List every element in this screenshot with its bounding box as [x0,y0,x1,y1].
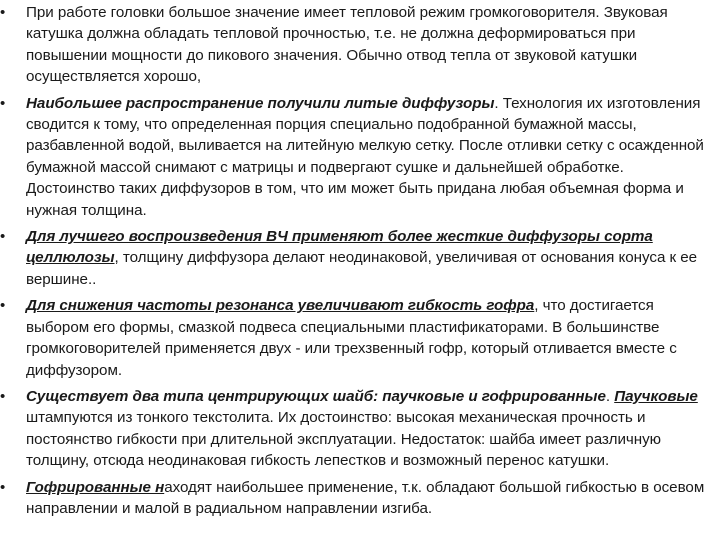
item-text: . [605,387,615,405]
bullet-icon: • [0,387,6,405]
list-item [0,226,720,290]
bullet-list [0,2,720,524]
list-item [0,295,720,381]
item-emphasis: Гофрированные н [26,478,165,496]
list-item [0,386,720,472]
item-text-secondary: штампуются из тонкого текстолита. Их достоинство: высокая механическая прочность и постоянство гибкости при длительной эксплуатации. Недостаток: шайба имеет различную толщину, отсюда неодинаковая гибкость лепестков и возможный перенос катушки. [26,409,662,470]
list-item [0,93,720,221]
item-text: , толщину диффузора делают неодинаковой, увеличивая от основания конуса к ее вершине.. [26,249,698,288]
item-emphasis: Для лучшего воспроизведения ВЧ применяют более жесткие диффузоры сорта целлюлозы [26,228,653,267]
list-item [0,477,720,520]
list-item [0,2,720,88]
item-emphasis: Существует два типа центрирующих шайб: паучковые и гофрированные [26,387,606,405]
item-text: аходят наибольшее применение, т.к. обладают большой гибкостью в осевом направлении и малой в радиальном направлении изгиба. [26,478,705,517]
item-emphasis: Наибольшее распространение получили литые диффузоры [26,94,495,112]
item-text: , что достигается выбором его формы, смазкой подвеса специальными пластификаторами. В большинстве громкоговорителей применяется двух - или трехзвенный гофр, который отливается вместе с диффузором. [26,297,677,379]
bullet-icon: • [0,478,6,496]
item-emphasis: Для снижения частоты резонанса увеличивают гибкость гофра [26,297,535,315]
item-text: . Технология их изготовления сводится к тому, что определенная порция специально подобранной бумажной массы, разбавленной водой, выливается на литейную мелкую сетку. После отливки сетку с осажденной бумажной массой снимают с матрицы и подвергают сушке и дальнейшей обработке. Достоинство таких диффузоров в том, что им может быть придана любая объемная форма и нужная толщина. [26,94,704,219]
bullet-icon: • [0,94,6,112]
bullet-icon: • [0,4,6,21]
item-text: При работе головки большое значение имеет тепловой режим громкоговорителя. Звуковая катушка должна обладать тепловой прочностью, т.е. не должна деформироваться при повышении мощности до пикового значения. Обычно отвод тепла от звуковой катушки осуществляется хорошо, [26,4,668,86]
bullet-icon: • [0,228,6,246]
bullet-icon: • [0,297,6,315]
item-emphasis-secondary: Паучковые [614,387,698,405]
